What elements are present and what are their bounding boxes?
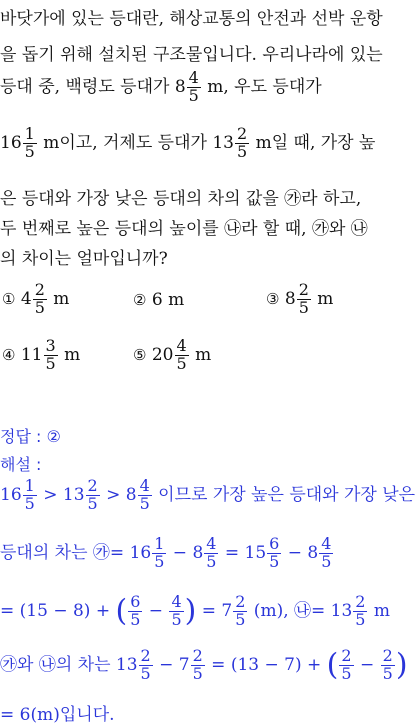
solution-line-4: ㉮와 ㉯의 차는 13 $\frac{2}{5}$ − 7 $\frac{2}{5}$ = (13 − 7) + ( $\frac{2}{5}$ − $\frac{2}{5}$ ) bbox=[0, 646, 408, 683]
explanation-label: 해설 : bbox=[0, 455, 42, 474]
problem-line-6: 두 번째로 높은 등대의 높이를 ㉯라 할 때, ㉮와 ㉯ bbox=[0, 219, 368, 239]
solution-line-3: = (15 − 8) + ( $\frac{6}{5}$ − $\frac{4}{5}$ ) = 7 $\frac{2}{5}$ (m), ㉯= 13 $\frac{2}{5}$ m bbox=[0, 592, 391, 629]
choice-5[interactable]: ⑤ 20 $\frac{4}{5}$ m bbox=[133, 336, 212, 373]
solution-line-5: = 6(m)입니다. bbox=[0, 705, 115, 725]
solution-line-1: 16 $\frac{1}{5}$ > 13 $\frac{2}{5}$ > 8 $\frac{4}{5}$ 이므로 가장 높은 등대와 가장 낮은 bbox=[0, 476, 415, 513]
problem-line-2: 을 돕기 위해 설치된 구조물입니다. 우리나라에 있는 bbox=[0, 45, 383, 65]
problem-line-3: 등대 중, 백령도 등대가 8 $\frac{4}{5}$ m, 우도 등대가 bbox=[0, 68, 322, 105]
fraction: $\frac{1}{5}$ bbox=[24, 124, 35, 161]
choice-1[interactable]: ① 4 $\frac{2}{5}$ m bbox=[2, 280, 70, 317]
problem-line-4: 16 $\frac{1}{5}$ m이고, 거제도 등대가 13 $\frac{2}{5}$ m일 때, 가장 높 bbox=[0, 124, 376, 161]
problem-line-1: 바닷가에 있는 등대란, 해상교통의 안전과 선박 운항 bbox=[0, 9, 383, 29]
choice-4[interactable]: ④ 11 $\frac{3}{5}$ m bbox=[2, 336, 81, 373]
answer-label: 정답 : ② bbox=[0, 427, 61, 446]
fraction: $\frac{4}{5}$ bbox=[188, 68, 199, 105]
problem-line-7: 의 차이는 얼마입니까? bbox=[0, 249, 168, 269]
choice-3[interactable]: ③ 8 $\frac{2}{5}$ m bbox=[266, 280, 334, 317]
fraction: $\frac{2}{5}$ bbox=[236, 124, 248, 161]
problem-line-5: 은 등대와 가장 낮은 등대의 차의 값을 ㉮라 하고, bbox=[0, 189, 362, 209]
choice-2[interactable]: ② 6 m bbox=[133, 290, 185, 310]
solution-line-2: 등대의 차는 ㉮= 16 $\frac{1}{5}$ − 8 $\frac{4}{5}$ = 15 $\frac{6}{5}$ − 8 $\frac{4}{5}$ bbox=[0, 534, 332, 571]
